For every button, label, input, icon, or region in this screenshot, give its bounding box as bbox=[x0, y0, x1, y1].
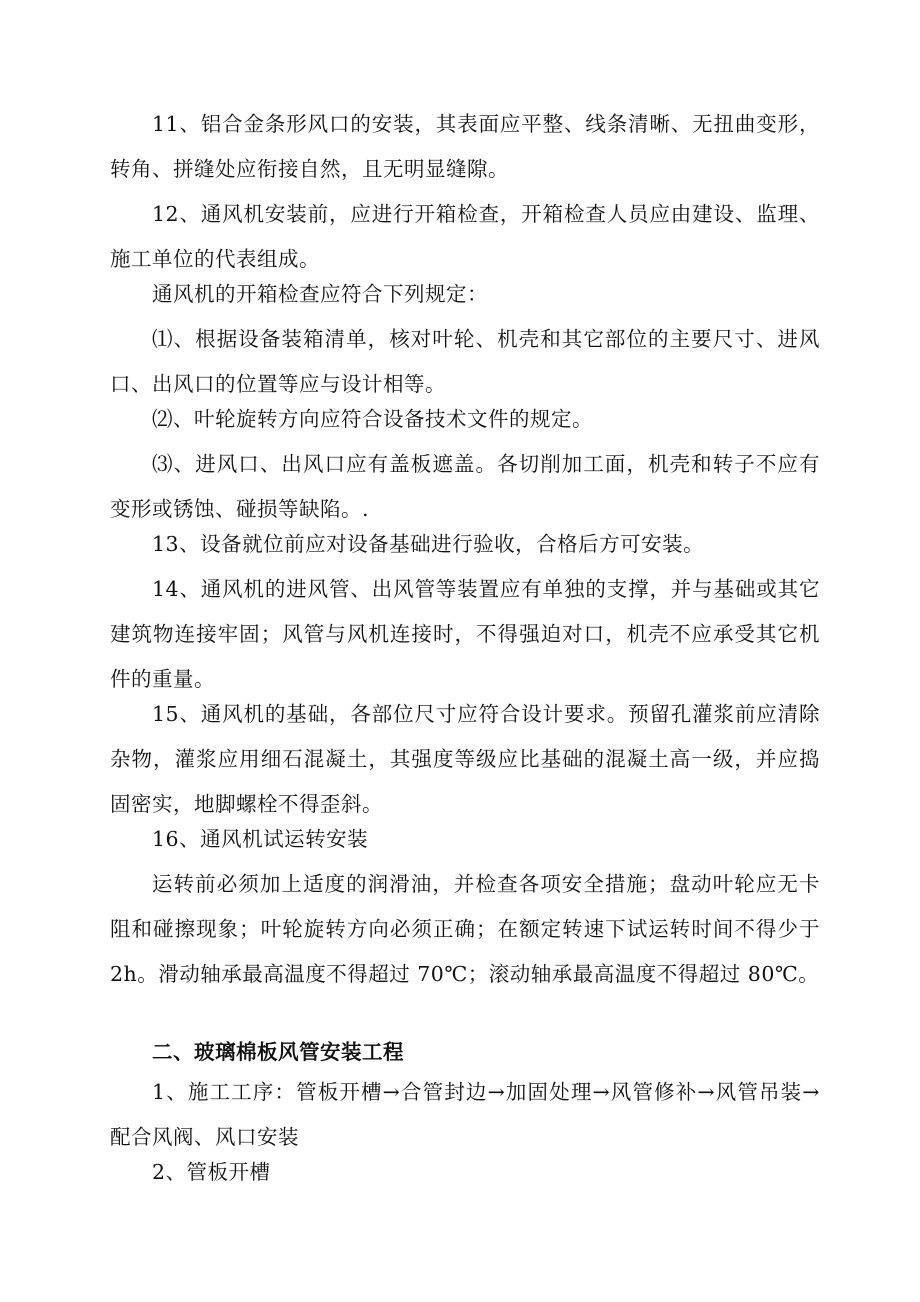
paragraph-process: 1、施工工序：管板开槽→合管封边→加固处理→风管修补→风管吊装→配合风阀、风口安装 bbox=[110, 1080, 820, 1149]
paragraph-inspection-rule-3: ⑶、进风口、出风口应有盖板遮盖。各切削加工面，机壳和转子不应有变形或锈蚀、碰损等缺陷。. bbox=[110, 452, 820, 521]
paragraph-item-16: 16、通风机试运转安装 bbox=[152, 827, 369, 851]
paragraph-slotting: 2、管板开槽 bbox=[152, 1160, 271, 1184]
paragraph-item-16-body: 运转前必须加上适度的润滑油，并检查各项安全措施；盘动叶轮应无卡阻和碰擦现象；叶轮旋转方向必须正确；在额定转速下试运转时间不得少于 2h。滑动轴承最高温度不得超过 70℃；滚动轴承最高温度不得超过 80℃。 bbox=[110, 872, 820, 986]
paragraph-inspection-rule-2: ⑵、叶轮旋转方向应符合设备技术文件的规定。 bbox=[152, 407, 593, 431]
paragraph-item-13: 13、设备就位前应对设备基础进行验收，合格后方可安装。 bbox=[152, 532, 705, 556]
section-heading: 二、玻璃棉板风管安装工程 bbox=[152, 1040, 404, 1064]
paragraph-item-11: 11、铝合金条形风口的安装，其表面应平整、线条清晰、无扭曲变形，转角、拼缝处应衔接自然，且无明显缝隙。 bbox=[110, 112, 820, 181]
paragraph-item-14: 14、通风机的进风管、出风管等装置应有单独的支撑，并与基础或其它建筑物连接牢固；风管与风机连接时，不得强迫对口，机壳不应承受其它机件的重量。 bbox=[110, 577, 820, 691]
paragraph-item-12: 12、通风机安装前，应进行开箱检查，开箱检查人员应由建设、监理、施工单位的代表组成。 bbox=[110, 202, 820, 271]
paragraph-inspection-intro: 通风机的开箱检查应符合下列规定： bbox=[152, 282, 488, 306]
paragraph-item-15: 15、通风机的基础，各部位尺寸应符合设计要求。预留孔灌浆前应清除杂物，灌浆应用细石混凝土，其强度等级应比基础的混凝土高一级，并应捣固密实，地脚螺栓不得歪斜。 bbox=[110, 702, 820, 816]
paragraph-inspection-rule-1: ⑴、根据设备装箱清单，核对叶轮、机壳和其它部位的主要尺寸、进风口、出风口的位置等应与设计相等。 bbox=[110, 327, 820, 396]
